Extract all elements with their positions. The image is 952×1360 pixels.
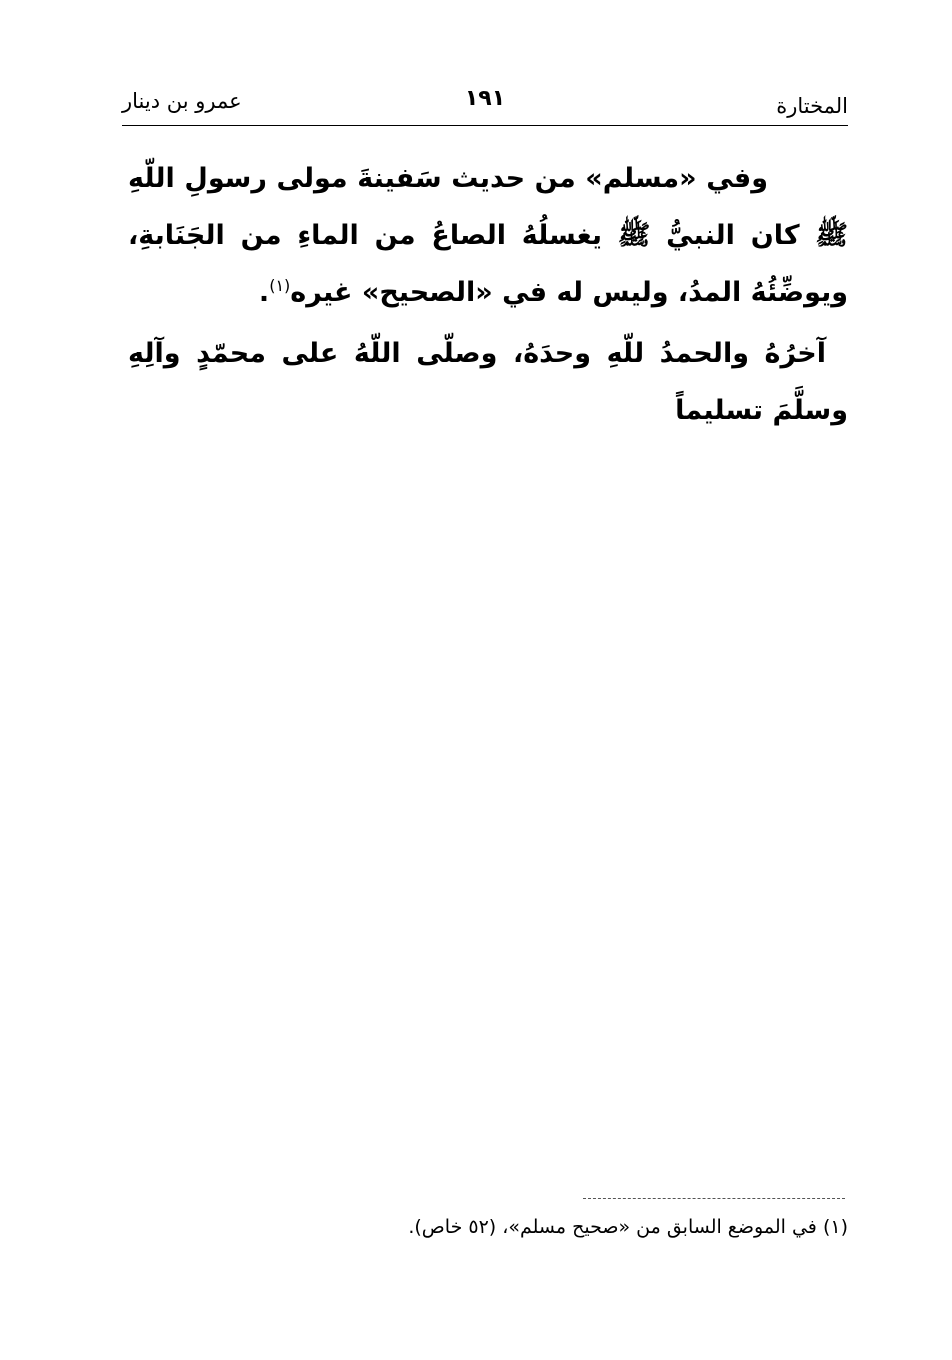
- paragraph-hadith-text: وفي «مسلم» من حديث سَفينةَ مولى رسولِ اللّهِ ﷺ كان النبيُّ ﷺ يغسلُهُ الصاعُ من الماءِ من الجَنَابةِ، ويوضِّئُهُ المدُ، وليس له في «الصحيح» غيره: [128, 163, 848, 308]
- footnote-divider: [583, 1198, 845, 1199]
- book-title: المختارة: [776, 94, 848, 118]
- footnote-number: (١): [822, 1216, 848, 1238]
- paragraph-hadith: [128, 150, 848, 321]
- main-text: [128, 150, 848, 439]
- footnote-1: [408, 1216, 848, 1238]
- footnote-text: في الموضع السابق من «صحيح مسلم»، (٥٢ خاص).: [408, 1216, 817, 1238]
- header-divider: [122, 125, 848, 126]
- page-header: [122, 84, 848, 124]
- section-title: عمرو بن دينار: [122, 89, 242, 113]
- page-number: ١٩١: [464, 86, 506, 111]
- paragraph-colophon: آخرُهُ والحمدُ للّهِ وحدَهُ، وصلّى اللّهُ على محمّدٍ وآلِهِ وسلَّمَ تسليماً: [128, 338, 848, 426]
- footnote-reference: (١): [269, 276, 291, 295]
- paragraph-hadith-end: .: [258, 277, 270, 308]
